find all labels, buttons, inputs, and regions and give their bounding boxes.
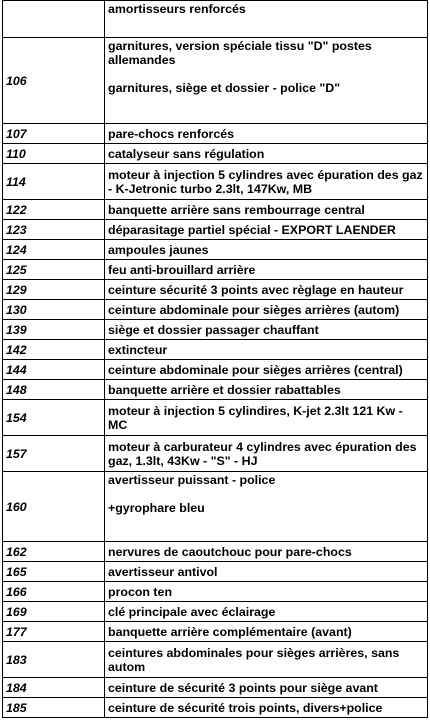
table-row (3, 360, 428, 380)
table-row (3, 562, 428, 582)
table-row (3, 1, 428, 38)
table-row (3, 144, 428, 164)
table-row (3, 622, 428, 642)
option-code-cell: 139 (3, 320, 105, 340)
table-row (3, 472, 428, 542)
description-line: amortisseurs renforcés (108, 2, 246, 16)
option-code-cell: 122 (3, 200, 105, 220)
option-description-cell (105, 260, 428, 280)
description-line: extincteur (108, 342, 168, 357)
description-line: banquette arrière sans rembourrage central (108, 202, 365, 217)
option-description-cell (105, 280, 428, 300)
description-line: moteur à injection 5 cylindres avec épuration des gaz - K-Jetronic turbo 2.3lt, 147Kw, MB (108, 167, 423, 196)
option-description-cell (105, 320, 428, 340)
option-description-cell (105, 38, 428, 124)
option-code-cell: 165 (3, 562, 105, 582)
description-line: pare-chocs renforcés (108, 126, 235, 141)
table-row (3, 698, 428, 718)
description-line: feu anti-brouillard arrière (108, 262, 256, 277)
option-description-cell (105, 144, 428, 164)
option-code-cell: 160 (3, 472, 105, 542)
option-code-cell: 123 (3, 220, 105, 240)
description-line: ceinture de sécurité trois points, divers+police (108, 700, 383, 715)
option-code-cell: 154 (3, 400, 105, 436)
option-description-cell (105, 300, 428, 320)
option-description-cell (105, 164, 428, 200)
description-line: banquette arrière complémentaire (avant) (108, 624, 352, 639)
table-row (3, 400, 428, 436)
option-code-cell: 107 (3, 124, 105, 144)
option-code-cell: 142 (3, 340, 105, 360)
option-description-cell (105, 542, 428, 562)
option-code-cell: 125 (3, 260, 105, 280)
option-code-cell: 169 (3, 602, 105, 622)
table-row (3, 240, 428, 260)
option-code-cell: 110 (3, 144, 105, 164)
description-line: moteur à injection 5 cylindires, K-jet 2.3lt 121 Kw - MC (108, 403, 403, 432)
table-row (3, 602, 428, 622)
option-description-cell (105, 124, 428, 144)
option-description-cell (105, 622, 428, 642)
option-description-cell (105, 400, 428, 436)
description-line: ceinture abdominale pour sièges arrières (central) (108, 362, 403, 377)
description-line (108, 487, 424, 501)
option-code-cell: 130 (3, 300, 105, 320)
description-line: ceinture abdominale pour sièges arrières (autom) (108, 302, 400, 317)
option-description-cell (105, 200, 428, 220)
description-line: catalyseur sans régulation (108, 146, 265, 161)
options-table-body (3, 1, 428, 718)
table-row (3, 200, 428, 220)
description-line: garnitures, version spéciale tissu "D" postes allemandes (108, 39, 372, 67)
option-code-cell: 177 (3, 622, 105, 642)
description-line: siège et dossier passager chauffant (108, 322, 319, 337)
table-row (3, 642, 428, 678)
option-description-cell (105, 642, 428, 678)
description-line: ampoules jaunes (108, 242, 209, 257)
option-description-cell (105, 380, 428, 400)
option-code-cell: 106 (3, 38, 105, 124)
option-code-cell: 162 (3, 542, 105, 562)
option-code-cell: 185 (3, 698, 105, 718)
table-row (3, 260, 428, 280)
table-row (3, 124, 428, 144)
option-code-cell: 124 (3, 240, 105, 260)
table-row (3, 678, 428, 698)
table-row (3, 582, 428, 602)
description-line: avertisseur antivol (108, 564, 218, 579)
description-line: banquette arrière et dossier rabattables (108, 382, 341, 397)
option-description-cell (105, 240, 428, 260)
table-row (3, 38, 428, 124)
option-description-cell (105, 220, 428, 240)
option-description-cell (105, 1, 428, 38)
description-line (108, 67, 424, 81)
description-line: +gyrophare bleu (108, 501, 205, 515)
option-description-cell (105, 678, 428, 698)
option-code-cell: 144 (3, 360, 105, 380)
option-code-cell: 148 (3, 380, 105, 400)
table-row (3, 542, 428, 562)
table-row (3, 280, 428, 300)
table-row (3, 300, 428, 320)
option-description-cell (105, 472, 428, 542)
option-description-cell (105, 340, 428, 360)
table-row (3, 164, 428, 200)
option-description-cell (105, 582, 428, 602)
option-code-cell: 157 (3, 436, 105, 472)
option-code-cell: 183 (3, 642, 105, 678)
option-description-cell (105, 698, 428, 718)
description-line: avertisseur puissant - police (108, 473, 276, 487)
description-line: ceinture sécurité 3 points avec règlage en hauteur (108, 282, 404, 297)
description-line: clé principale avec éclairage (108, 604, 276, 619)
table-row (3, 436, 428, 472)
table-row (3, 340, 428, 360)
description-line: déparasitage partiel spécial - EXPORT LAENDER (108, 222, 396, 237)
description-line: ceintures abdominales pour sièges arrières, sans autom (108, 645, 400, 674)
description-line: garnitures, siège et dossier - police "D" (108, 81, 341, 95)
option-description-cell (105, 436, 428, 472)
option-code-cell: 166 (3, 582, 105, 602)
option-code-cell (3, 1, 105, 38)
options-table (2, 0, 428, 718)
option-code-cell: 129 (3, 280, 105, 300)
description-line: ceinture de sécurité 3 points pour siège avant (108, 680, 378, 695)
description-line: moteur à carburateur 4 cylindres avec épuration des gaz, 1.3lt, 43Kw - "S" - HJ (108, 439, 417, 468)
table-row (3, 380, 428, 400)
option-description-cell (105, 562, 428, 582)
description-line: procon ten (108, 584, 173, 599)
option-code-cell: 184 (3, 678, 105, 698)
option-description-cell (105, 602, 428, 622)
option-code-cell: 114 (3, 164, 105, 200)
option-description-cell (105, 360, 428, 380)
description-line: nervures de caoutchouc pour pare-chocs (108, 544, 352, 559)
table-row (3, 320, 428, 340)
table-row (3, 220, 428, 240)
